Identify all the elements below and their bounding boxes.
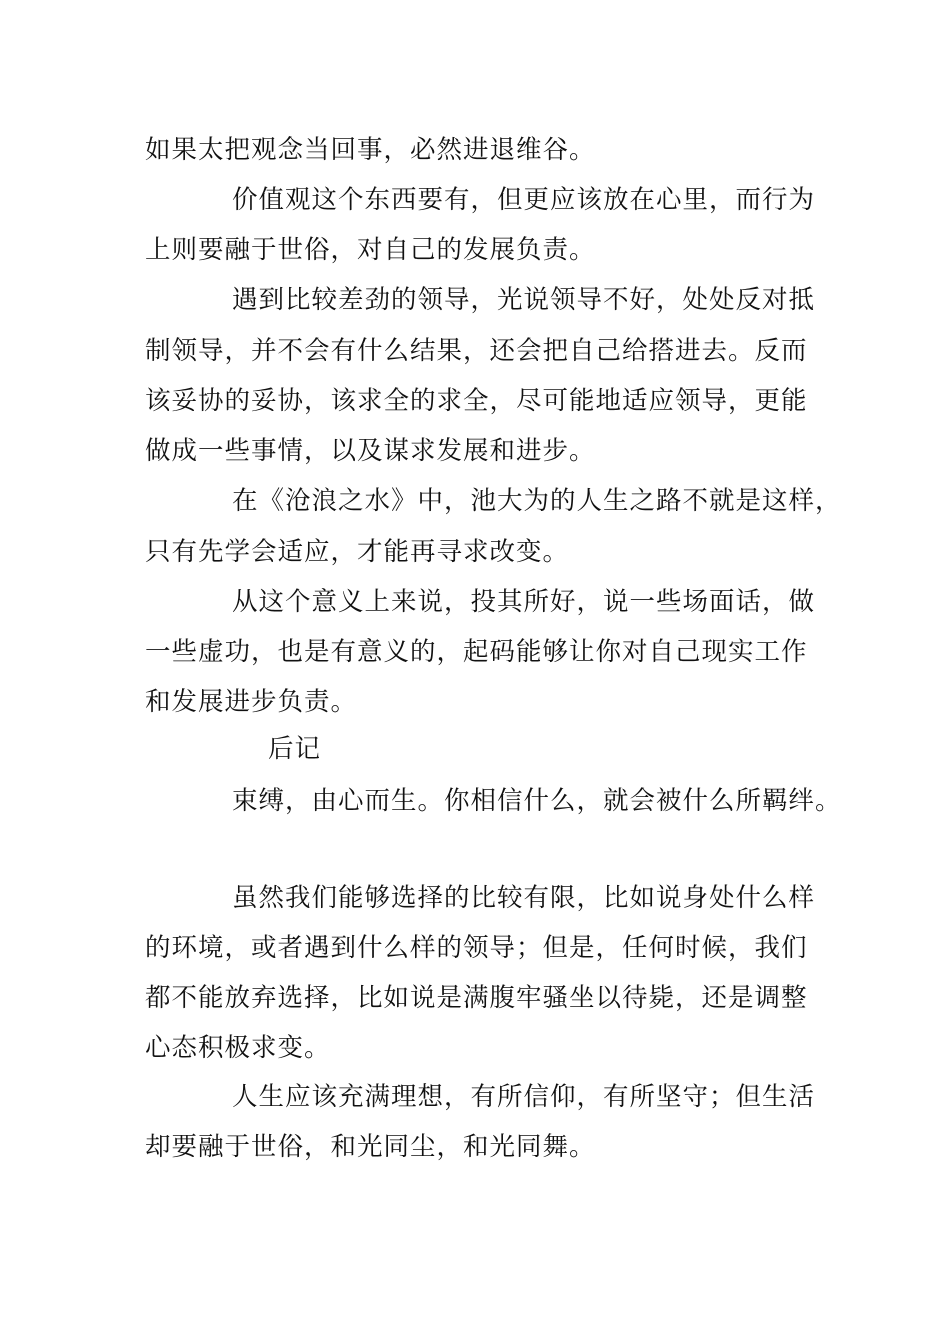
text-line: 做成一些事情，以及谋求发展和进步。 [145, 436, 596, 466]
text-line: 和发展进步负责。 [145, 687, 358, 717]
text-line: 人生应该充满理想，有所信仰，有所坚守；但生活 [232, 1082, 816, 1112]
text-line: 却要融于世俗，和光同尘，和光同舞。 [145, 1132, 596, 1162]
text-line: 只有先学会适应，才能再寻求改变。 [145, 537, 570, 567]
text-line: 心态积极求变。 [145, 1033, 331, 1063]
text-line: 都不能放弃选择，比如说是满腹牢骚坐以待毙，还是调整 [145, 983, 808, 1013]
text-line: 价值观这个东西要有，但更应该放在心里，而行为 [232, 185, 816, 215]
text-line: 束缚，由心而生。你相信什么，就会被什么所羁绊。 [232, 786, 842, 816]
text-line: 虽然我们能够选择的比较有限，比如说身处什么样 [232, 883, 816, 913]
text-line: 如果太把观念当回事，必然进退维谷。 [145, 135, 596, 165]
text-line: 在《沧浪之水》中，池大为的人生之路不就是这样， [232, 486, 842, 516]
text-line: 一些虚功，也是有意义的，起码能够让你对自己现实工作 [145, 637, 808, 667]
text-line: 的环境，或者遇到什么样的领导；但是，任何时候，我们 [145, 933, 808, 963]
section-heading: 后记 [268, 734, 322, 764]
text-line: 上则要融于世俗，对自己的发展负责。 [145, 235, 596, 265]
text-line: 制领导，并不会有什么结果，还会把自己给搭进去。反而 [145, 336, 808, 366]
text-line: 从这个意义上来说，投其所好，说一些场面话，做 [232, 587, 816, 617]
text-line: 遇到比较差劲的领导，光说领导不好，处处反对抵 [232, 285, 816, 315]
text-line: 该妥协的妥协，该求全的求全，尽可能地适应领导，更能 [145, 386, 808, 416]
